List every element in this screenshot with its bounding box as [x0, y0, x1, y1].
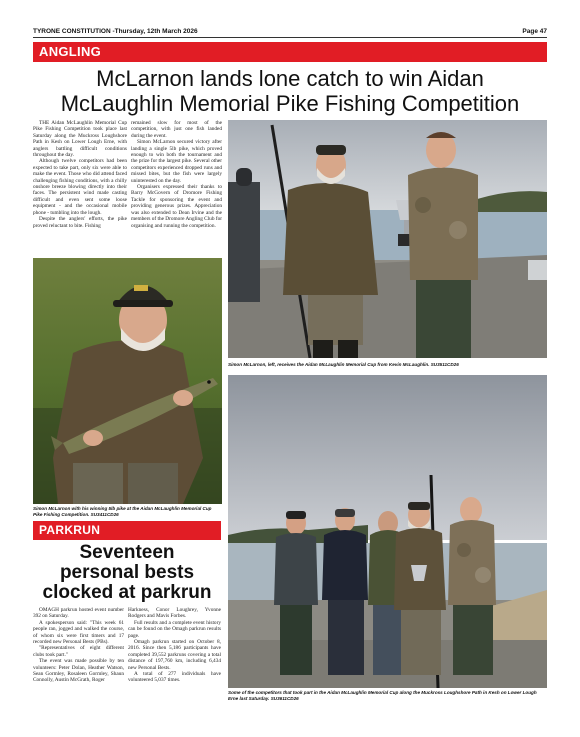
paragraph: The event was made possible by ten volunteers: Peter Dolan, Heather Watson, Sean Gormley, Rosaleen Gormley, Shaun Connolly, Austin McGrath, Roger [33, 658, 124, 684]
paragraph: remained slow for most of the competition, with just one fish landed during the event. [131, 120, 222, 139]
presentation-photo [228, 120, 547, 358]
angling-headline [33, 66, 547, 116]
parkrun-headline-line-1: Seventeen [79, 542, 175, 563]
paragraph: Harkness, Conor Loughrey, Yvonne Rodgers and Mavis Forbes. [128, 607, 221, 620]
parkrun-column-1 [33, 607, 124, 684]
angling-column-1 [33, 120, 127, 229]
paragraph: A total of 277 individuals have volunteered 5,037 times. [128, 671, 221, 684]
publication-line: TYRONE CONSTITUTION -Thursday, 12th March 2026 [33, 28, 198, 35]
pike-photo [33, 258, 222, 504]
presentation-photo-caption: Simon McLarnon, left, receives the Aidan McLaughlin Memorial Cup from Kevin McLaughlin. SU3511CD26 [228, 362, 459, 367]
paragraph: THE Aidan McLaughlin Memorial Cup Pike Fishing Competition took place last Saturday along the Muckross Loughshore Path in Kesh on Lower Lough Erne, with anglers battling difficult conditions throughout the day. [33, 120, 127, 159]
paragraph: Full results and a complete event history can be found on the Omagh parkrun results page. [128, 619, 221, 639]
presentation-photo-image [228, 120, 547, 358]
header-rule [33, 37, 547, 38]
page-number: Page 47 [522, 28, 547, 35]
paragraph: Although twelve competitors had been expected to take part, only six were able to make the event. Those who did attend faced challenging fishing conditions, with a chilly onshore breeze blowing directly into their faces. The persistent wind made casting difficult and even sent some loose equipment - and the occasional mobile phone - tumbling into the lough. [33, 158, 127, 216]
angling-section-banner: ANGLING [33, 42, 547, 62]
group-photo [228, 375, 547, 688]
paragraph: "Representatives of eight different clubs took part." [33, 645, 124, 658]
parkrun-headline [33, 543, 221, 603]
pike-photo-image [33, 258, 222, 504]
angling-headline-line-2: McLaughlin Memorial Pike Fishing Competition [60, 91, 520, 116]
paragraph: A spokesperson said: "This week 61 people ran, jogged and walked the course, of whom six were first timers and 17 recorded new Personal Bests (PBs). [33, 619, 124, 646]
parkrun-headline-line-3: clocked at parkrun [42, 582, 212, 603]
parkrun-column-2 [128, 607, 221, 684]
parkrun-section-banner: PARKRUN [33, 521, 221, 540]
paragraph: Omagh parkrun started on October 8, 2016. Since then 5,186 participants have completed 39,552 parkruns covering a total distance of 197,760 km, including 6,434 new Personal Bests. [128, 639, 221, 671]
pike-photo-caption: Simon McLarnon with his winning 5lb pike at the Aidan McLaughlin Memorial Cup Pike Fishing Competition. SU3411CD26 [33, 506, 212, 517]
group-photo-image [228, 375, 547, 688]
paragraph: Simon McLarnon secured victory after landing a single 5lb pike, which proved enough to win both the tournament and the prize for the largest pike. Several other competitors experienced dropped runs and missed bites, but the fish were largely uninterested on the day. [131, 139, 222, 184]
angling-column-2 [131, 120, 222, 229]
group-photo-caption: Some of the competitors that took part in the Aidan McLaughlin Memorial Cup along the Muckross Loughshore Path in Kesh on Lower Lough Erne last Saturday. SU3611CD26 [228, 690, 537, 701]
angling-headline-line-1: McLarnon lands lone catch to win Aidan [96, 66, 484, 91]
paragraph: Despite the anglers' efforts, the pike proved reluctant to bite. Fishing [33, 216, 127, 229]
parkrun-headline-line-2: personal bests [59, 562, 195, 583]
paragraph: Organisers expressed their thanks to Barry McGovern of Dromore Fishing Tackle for sponsoring the event and providing generous prizes. Appreciation was also extended to Dean Irvine and the members of the Dromore Angling Club for organising and running the competition. [131, 184, 222, 229]
paragraph: OMAGH parkrun hosted event number 392 on Saturday. [33, 607, 124, 620]
